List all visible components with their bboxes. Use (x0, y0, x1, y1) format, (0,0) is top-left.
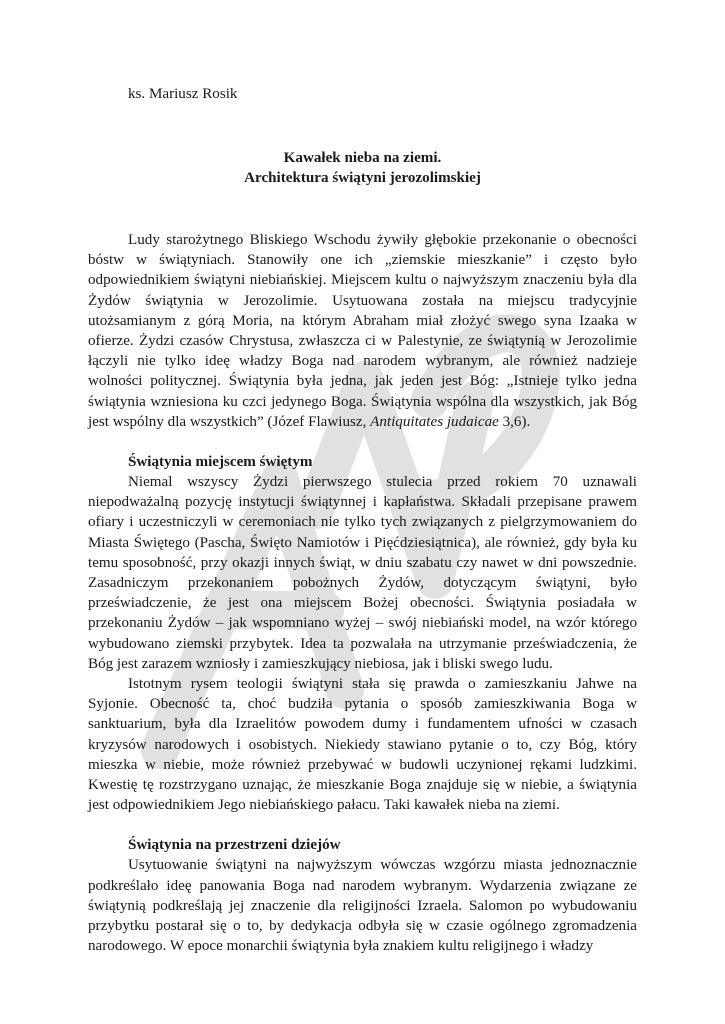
title-line-1: Kawałek nieba na ziemi. (283, 150, 442, 166)
title-line-2: Architektura świątyni jerozolimskiej (244, 170, 481, 186)
intro-paragraph (88, 230, 637, 432)
section-heading-2: Świątynia na przestrzeni dziejów (128, 837, 341, 854)
document-body (88, 84, 637, 957)
section-2-paragraph-1: Usytuowanie świątyni na najwyższym wówczas wzgórzu miasta jednoznacznie podkreślało ideę panowania Boga nad narodem wybranym. Wydarzenia związane ze świątynią podkreślają jej znaczenie dla religijności Izraela. Salomon po wybudowaniu przybytku postarał się o to, by dedykacja odbyła się w czasie ogólnego zgromadzenia narodowego. W epoce monarchii świątynia była znakiem kultu religijnego i władzy (88, 857, 637, 955)
section-1-paragraph-2: Istotnym rysem teologii świątyni stała się prawda o zamieszkaniu Jahwe na Syjonie. Obecność ta, choć budziła pytania o sposób zamieszkiwania Boga w sanktuarium, była dla Izraelitów powodem dumy i fundamentem ufności w czasach kryzysów narodowych i osobistych. Niekiedy stawiano pytanie o to, czy Bóg, który mieszka w niebie, może również przebywać w budowli uczynionej rękami ludzkimi. Kwestię tę rozstrzygano uznając, że mieszkanie Boga znajduje się w niebie, a świątynia jest odpowiednikiem Jego niebiańskiego pałacu. Taki kawałek nieba na ziemi. (88, 676, 637, 814)
intro-text-end: 3,6). (498, 413, 531, 430)
intro-italic-citation: Antiquitates judaicae (370, 413, 499, 430)
document-title (88, 148, 637, 188)
intro-text: Ludy starożytnego Bliskiego Wschodu żywiły głębokie przekonanie o obecności bóstw w świątyniach. Stanowiły one ich „ziemskie mieszkanie” i często było odpowiednikiem świątyni niebiańskiej. Miejscem kultu o najwyższym znaczeniu była dla Żydów świątynia w Jerozolimie. Usytuowana została na miejscu tradycyjnie utożsamianym z górą Moria, na którym Abraham miał złożyć swego syna Izaaka w ofierze. Żydzi czasów Chrystusa, zwłaszcza ci w Palestynie, ze świątynią w Jerozolimie łączyli nie tylko ideę władzy Boga nad narodem wybranym, ale również nadzieje wolności politycznej. Świątynia była jedna, jak jeden jest Bóg: „Istnieje tylko jedna świątynia wzniesiona ku czci jedynego Boga. Świątynia wspólna dla wszystkich, jak Bóg jest wspólny dla wszystkich” (Józef Flawiusz, (88, 232, 637, 430)
section-1-paragraph-1: Niemal wszyscy Żydzi pierwszego stulecia przed rokiem 70 uznawali niepodważalną pozycję instytucji świątynnej i kapłaństwa. Składali przepisane prawem ofiary i uczestniczyli w ceremoniach nie tylko tych związanych z pielgrzymowaniem do Miasta Świętego (Pascha, Święto Namiotów i Pięćdziesiątnica), ale również, gdy była ku temu sposobność, przy okazji innych świąt, w dniu szabatu czy nawet w dni powszednie. Zasadniczym przekonaniem pobożnych Żydów, dotyczącym świątyni, było przeświadczenie, że jest ona miejscem Bożej obecności. Świątynia posiadała w przekonaniu Żydów – jak wspomniano wyżej – swój niebiański model, na wzór którego wybudowano ziemski przybytek. Idea ta pozwalała na utrzymanie przeświadczenia, że Bóg jest zarazem wzniosły i zamieszkujący niebiosa, jak i bliski swego ludu. (88, 474, 637, 672)
section-heading-1: Świątynia miejscem świętym (128, 454, 313, 471)
author-line: ks. Mariusz Rosik (128, 86, 238, 102)
